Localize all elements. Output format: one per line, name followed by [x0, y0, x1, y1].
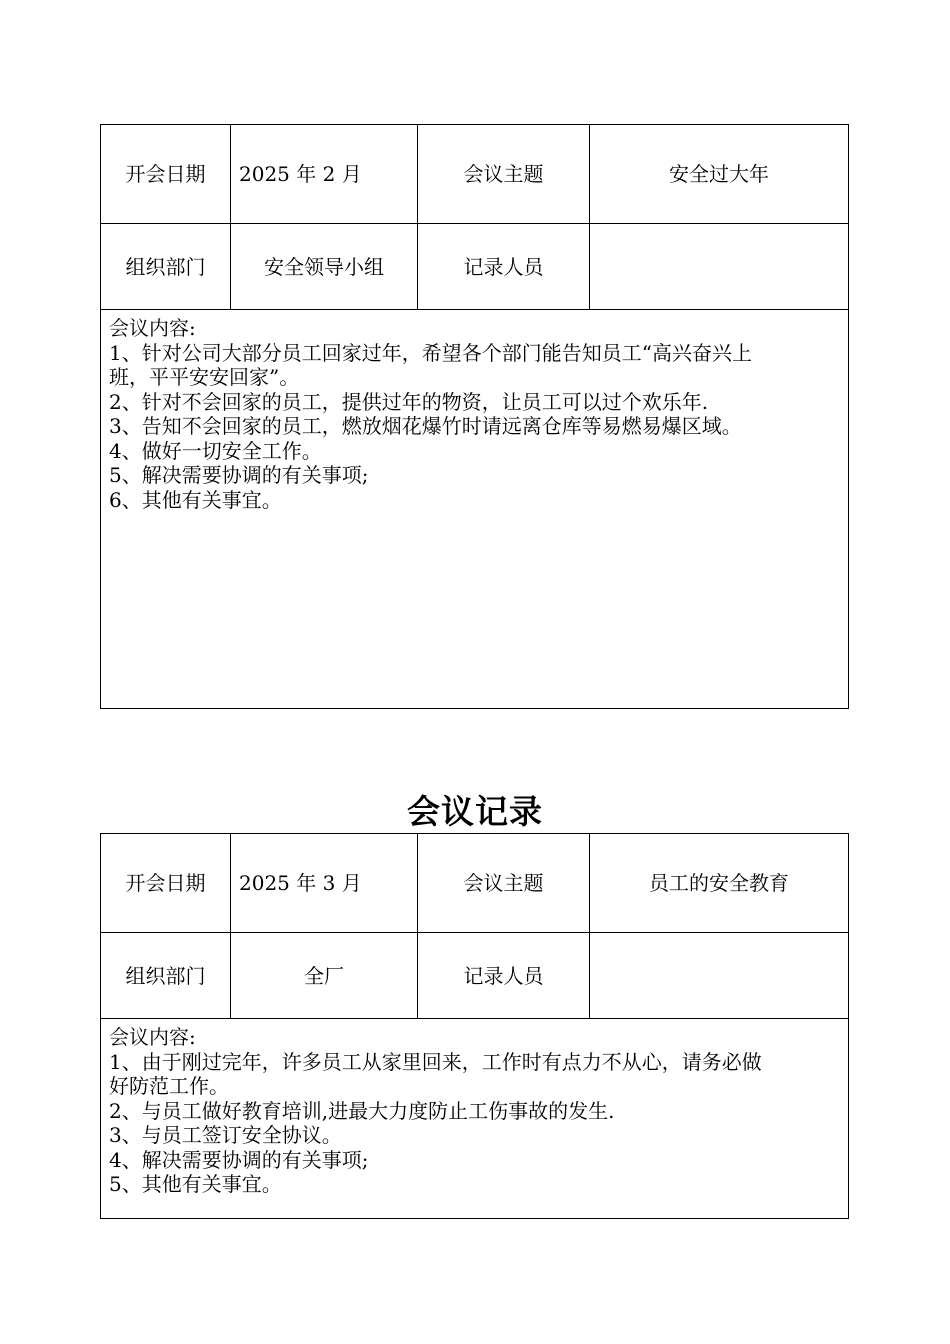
dept-value: 安全领导小组 [231, 224, 418, 310]
meeting-content [101, 310, 849, 709]
recorder-value [590, 933, 849, 1019]
date-label: 开会日期 [101, 125, 231, 224]
content-line: 6、其他有关事宜。 [109, 487, 282, 512]
content-line: 1、针对公司大部分员工回家过年，希望各个部门能告知员工“高兴奋兴上 [109, 340, 752, 365]
content-line: 5、其他有关事宜。 [109, 1172, 282, 1196]
content-line: 3、与员工签订安全协议。 [109, 1123, 342, 1147]
recorder-label: 记录人员 [418, 224, 590, 310]
content-label: 会议内容: [109, 316, 196, 340]
dept-value: 全厂 [231, 933, 418, 1019]
recorder-value [590, 224, 849, 310]
content-line: 4、解决需要协调的有关事项; [109, 1147, 369, 1172]
meeting-record-table-2 [100, 833, 849, 1219]
content-line: 4、做好一切安全工作。 [109, 438, 322, 463]
content-line: 3、告知不会回家的员工，燃放烟花爆竹时请远离仓库等易燃易爆区域。 [109, 414, 742, 438]
topic-label: 会议主题 [418, 125, 590, 224]
recorder-label: 记录人员 [418, 933, 590, 1019]
content-line: 班，平平安安回家”。 [109, 365, 300, 389]
content-line: 2、与员工做好教育培训,进最大力度防止工伤事故的发生. [109, 1098, 615, 1123]
date-value: 2025 年 2 月 [231, 125, 418, 224]
page-title: 会议记录 [407, 792, 543, 831]
content-line: 2、针对不会回家的员工，提供过年的物资，让员工可以过个欢乐年. [109, 389, 709, 414]
topic-label: 会议主题 [418, 834, 590, 933]
meeting-record-table-1 [100, 124, 849, 709]
content-label: 会议内容: [109, 1025, 196, 1049]
topic-value: 安全过大年 [590, 125, 849, 224]
meeting-content [101, 1019, 849, 1219]
dept-label: 组织部门 [101, 933, 231, 1019]
content-line: 好防范工作。 [109, 1074, 229, 1098]
content-line: 1、由于刚过完年，许多员工从家里回来，工作时有点力不从心，请务必做 [109, 1049, 762, 1074]
date-label: 开会日期 [101, 834, 231, 933]
date-value: 2025 年 3 月 [231, 834, 418, 933]
dept-label: 组织部门 [101, 224, 231, 310]
topic-value: 员工的安全教育 [590, 834, 849, 933]
content-line: 5、解决需要协调的有关事项; [109, 463, 369, 487]
